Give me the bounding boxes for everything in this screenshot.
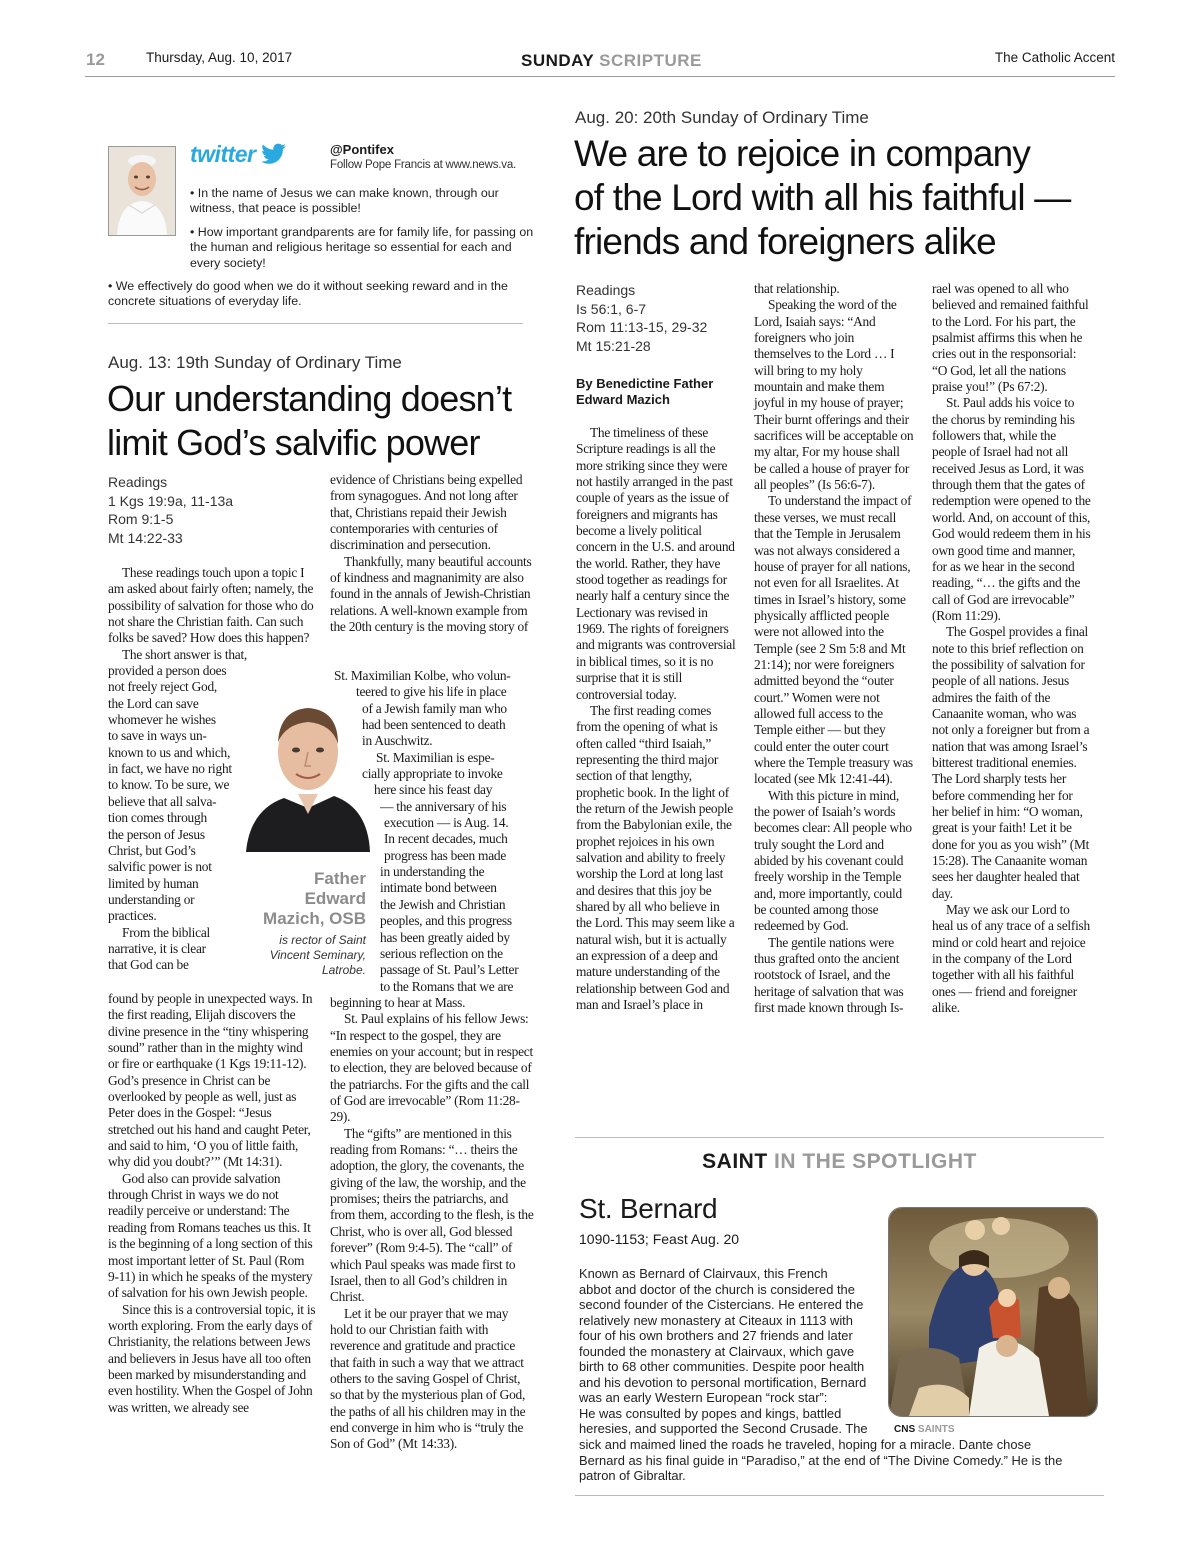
article1-readings (108, 473, 233, 547)
article2-column-3 (932, 281, 1092, 1016)
paragraph-line: narrative, it is clear (108, 940, 206, 956)
readings-label: Readings (108, 474, 168, 490)
paragraph: The gentile nations were thus grafted onto the ancient rootstock of Israel, and the heritage of salvation that was first made known through Is- (754, 934, 904, 1016)
saint-bio-bottom: sick and maimed lined the roads he traveled, hoping for a miracle. Dante chose Bernard as his final guide in “Paradiso,” at the end of “The Divine Comedy.” He is the patron of Gibraltar. (579, 1437, 1063, 1483)
paragraph-line: in fact, we have no right (108, 761, 232, 777)
author-role-line: Vincent Seminary, (269, 948, 366, 962)
pope-photo (108, 146, 176, 236)
paragraph-line: The short answer is that, (122, 646, 248, 662)
paragraph-line: tion comes through (108, 810, 207, 826)
saint-section-bold: SAINT (702, 1150, 768, 1173)
paragraph-line: St. Maximilian Kolbe, who volun- (334, 668, 511, 683)
paragraph: found by people in unexpected ways. In the first reading, Elijah discovers the divine presence in the “tiny whispering sound” rather than in the mighty wind or fire or earthquake (1 Kgs 19:11-12). God’s presence in Christ can be overlooked by people as well, just as Peter does in the Gospel: “Jesus stretched out his hand and caught Peter, and said to him, ‘O you of little faith, why did you doubt?’” (Mt 14:31). (108, 991, 313, 1170)
saint-bottom-rule (575, 1495, 1104, 1496)
paragraph-line: progress has been made (384, 847, 507, 863)
article1-column-2-wrap (334, 668, 539, 995)
paragraph: Speaking the word of the Lord, Isaiah says: “And foreigners who join themselves to the Lord … I will bring to my holy mountain and make them joyful in my house of prayer; Their burnt offerings and their sacrifices will be acceptable on my altar, For my house shall be called a house of prayer for all peoples” (Is 56:6-7). (754, 297, 914, 493)
reading: 1 Kgs 19:9a, 11-13a (108, 492, 234, 509)
paragraph-line: peoples, and this progress (380, 913, 512, 929)
saint-name: St. Bernard (579, 1193, 718, 1224)
reading: Is 56:1, 6-7 (576, 300, 647, 317)
page-number: 12 (86, 50, 105, 69)
paragraph-line: known to us and which, (108, 744, 231, 760)
twitter-bird-icon (261, 143, 287, 165)
author-name-line: Mazich, OSB (263, 909, 366, 928)
paragraph-line: understanding or (108, 891, 195, 907)
twitter-logo (190, 141, 287, 168)
paragraph: evidence of Christians being expelled from synagogues. And not long after that, Christians repaid their Jewish contemporaries with centuries of discrimination and persecution. (330, 472, 523, 553)
section-title-light: SCRIPTURE (599, 51, 702, 70)
article2-headline (574, 132, 1114, 264)
readings-label: Readings (576, 282, 636, 298)
bio-line: heresies, and supported the Second Crusade. The (579, 1421, 868, 1436)
saint-dates: 1090-1153; Feast Aug. 20 (579, 1231, 740, 1247)
paragraph-line: of a Jewish family man who (362, 700, 507, 716)
tweet-3: • We effectively do good when we do it without seeking reward and in the concrete situations of everyday life. (108, 279, 508, 309)
header-rule (85, 76, 1115, 77)
saint-painting-illustration (889, 1208, 1097, 1416)
article2-kicker: Aug. 20: 20th Sunday of Ordinary Time (575, 108, 869, 127)
publication-name: The Catholic Accent (994, 50, 1115, 65)
author-role-line: Latrobe. (321, 963, 366, 977)
reading: Mt 14:22-33 (108, 529, 183, 546)
paragraph-line: whomever he wishes (108, 712, 216, 728)
section-title (521, 51, 702, 71)
article2-headline-line-2: of the Lord with all his faithful — (574, 177, 1071, 218)
paragraph-line: provided a person does (108, 663, 227, 679)
author-name-line: Edward (304, 889, 366, 908)
paragraph-line: In recent decades, much (384, 831, 508, 847)
bio-line: four of his own brothers and 27 friends and later (579, 1328, 853, 1343)
paragraph: The first reading comes from the opening of what is often called “third Isaiah,” representing the third major section of that lengthy, prophetic book. In the light of the return of the Jewish people from the Babylonian exile, the prophet rejoices in his own salvation and ability to freely worship the Lord at long last and desires that this joy be shared by all who believe in the Lord. This may seem like a natural wish, but it is actually an expression of a deep and mature understanding of the relationship between God and man and Israel’s place in (576, 702, 735, 1013)
article2-headline-line-3: friends and foreigners alike (574, 221, 996, 262)
paragraph-line: the Lord can save (108, 695, 199, 711)
article2-byline (576, 376, 713, 408)
saint-bio-top (579, 1266, 879, 1437)
article2-headline-line-1: We are to rejoice in company (574, 133, 1031, 174)
article1-headline-line-2: limit God’s salvific power (107, 422, 480, 463)
paragraph: The “gifts” are mentioned in this reading from Romans: “… theirs the adoption, the glory, the covenants, the giving of the law, the worship, and the promises; theirs the patriarchs, and from them, according to the flesh, is the Christ, who is over all, God blessed forever” (Rom 9:4-5). The “call” of which Paul speaks was made first to Israel, then to all God’s children in Christ. (330, 1125, 534, 1305)
paragraph-line: the Jewish and Christian (380, 896, 506, 912)
paragraph-line: not freely reject God, (108, 679, 218, 695)
paragraph: The Gospel provides a final note to this brief reflection on the possibility of salvation for people of all nations. Jesus admires the faith of the Canaanite woman, who was not only a foreigner but from a nation that was among Israel’s bitterest traditional enemies. The Lord sharply tests her before commending her for her belief in him: “O woman, great is your faith! Let it be done for you as you wish” (Mt 15:28). The Canaanite woman sees her daughter healed that day. (932, 624, 1090, 901)
paragraph: These readings touch upon a topic I am asked about fairly often; namely, the possibility of salvation for those who do not share the Christian faith. Can such folks be saved? How does this happen? (108, 565, 314, 646)
author-name-line: Father (314, 869, 366, 888)
paragraph: St. Paul explains of his fellow Jews: “In respect to the gospel, they are enemies on your account; but in respect to election, they are beloved because of the patriarchs. For the gifts and the call of God are irrevocable” (Rom 11:28-29). (330, 1011, 533, 1125)
saint-section-title (575, 1150, 1104, 1174)
paragraph-line: St. Maximilian is espe- (376, 749, 495, 765)
paragraph: that relationship. (754, 281, 840, 296)
paragraph-line: in understanding the (380, 864, 485, 880)
paragraph-line: that God can be (108, 957, 189, 973)
bio-line: birth to 68 other communities. Despite poor health (579, 1359, 865, 1374)
paragraph-line: teered to give his life in place (356, 684, 507, 700)
saint-painting (888, 1207, 1098, 1417)
paragraph-line: Christ, but God’s (108, 842, 196, 858)
paragraph-line: to save in ways un- (108, 728, 207, 744)
paragraph-line: the person of Jesus (108, 826, 205, 842)
paragraph: Since this is a controversial topic, it is worth exploring. From the early days of Christianity, the relations between Jews and believers in Jesus have all too often been marked by misunderstanding and even hostility. When the Gospel of John was written, we already see (108, 1301, 316, 1415)
paragraph-line: salvific power is not (108, 859, 212, 875)
bio-line: abbot and doctor of the church is considered the (579, 1281, 855, 1297)
pope-portrait-illustration (109, 147, 175, 235)
bio-line: He was consulted by popes and kings, battled (579, 1405, 842, 1421)
bio-line: second founder of the Cistercians. He entered the (579, 1297, 864, 1312)
article1-column-2-bottom (330, 995, 534, 1453)
paragraph-line: to the Romans that we are (380, 978, 514, 994)
paragraph-line: — the anniversary of his (380, 798, 507, 814)
twitter-follow-note: Follow Pope Francis at www.news.va. (330, 159, 517, 171)
paragraph: Let it be our prayer that we may hold to our Christian faith with reverence and gratitude and practice that faith in such a way that we attract others to the saving Gospel of Christ, so that by the mysterious plan of God, the paths of all his children may in the end converge in him who is “truly the Son of God” (Mt 14:33). (330, 1305, 526, 1452)
paragraph-line: intimate bond between (380, 880, 497, 896)
article1-kicker: Aug. 13: 19th Sunday of Ordinary Time (108, 353, 402, 372)
bio-line: was an early Western European “rock star”: (579, 1390, 828, 1405)
paragraph: To understand the impact of these verses, we must recall that the Temple in Jerusalem was not always considered a house of prayer for all nations, not even for all Israelites. At times in Israel’s history, some physically afflicted people were not allowed into the Temple (see 2 Sm 5:8 and Mt 21:14); nor were foreigners admitted beyond the “outer court.” Women were not allowed full access to the Temple either — but they could enter the outer court where the Temple treasury was located (see Mk 12:41-44). (754, 493, 913, 787)
twitter-logo-text: twitter (190, 141, 256, 167)
reading: Mt 15:21-28 (576, 337, 651, 354)
paragraph-line: serious reflection on the (380, 945, 503, 961)
article2-column-1 (576, 425, 736, 1013)
article2-column-2 (754, 281, 914, 1016)
paragraph-line: in Auschwitz. (362, 733, 433, 749)
paragraph: The timeliness of these Scripture readings is all the more striking since they were not hastily arranged in the past couple of years as the issue of foreigners and migrants has become a lively political concern in the U.S. and around the world. Rather, they have stood together as readings for nearly half a century since the Lectionary was revised in 1969. The rights of foreigners and migrants was controversial in biblical times, so it is no surprise that it is still controversial today. (576, 425, 736, 702)
paragraph-line: here since his feast day (374, 782, 493, 798)
paragraph: May we ask our Lord to heal us of any trace of a selfish mind or cold heart and rejoice in the company of the Lord together with all his faithful ones — friend and foreigner alike. (932, 902, 1090, 1016)
photo-credit-bold: CNS (894, 1424, 916, 1435)
bio-line: relatively new monastery at Citeaux in 1113 with (579, 1312, 853, 1328)
reading: Rom 11:13-15, 29-32 (576, 319, 708, 335)
paragraph-line: passage of St. Paul’s Letter (380, 962, 519, 978)
article1-column-2-top (330, 472, 534, 635)
byline-line: By Benedictine Father (576, 376, 714, 391)
paragraph: God also can provide salvation through Christ in ways we do not readily perceive or understand: The reading from Romans teaches us this. It is the beginning of a long section of this most important letter of St. Paul (Rom 9-11) in which he speaks of the mystery of salvation for his own Jewish people. (108, 1170, 313, 1301)
bio-line: founded the monastery at Clairvaux, which gave (579, 1343, 855, 1359)
saint-section-light: IN THE SPOTLIGHT (774, 1150, 977, 1173)
article1-headline (107, 377, 547, 465)
saint-top-rule (575, 1137, 1104, 1138)
paragraph-line: practices. (108, 908, 157, 924)
paragraph-line: beginning to hear at Mass. (330, 995, 466, 1010)
paragraph-line: to know. To be sure, we (108, 777, 230, 793)
tweet-2: • How important grandparents are for family life, for passing on the human and religious heritage so essential for each and every society! (190, 225, 534, 270)
byline-line: Edward Mazich (576, 392, 670, 407)
paragraph: rael was opened to all who believed and remained faithful to the Lord. For his part, the psalmist affirms this when he cries out in the responsorial: “O God, let all the nations praise you!” (Ps 67:2). (932, 281, 1089, 395)
tweet-1: • In the name of Jesus we can make known, through our witness, that peace is possible! (190, 186, 499, 216)
paragraph: St. Paul adds his voice to the chorus by reminding his followers that, while the people of Israel had not all received Jesus as Lord, it was through them that the gates of redemption were opened to the world. And, on account of this, God would redeem them in his own good time and manner, for as we hear in the second reading, “… the gifts and the call of God are irrevocable” (Rom 11:29). (932, 395, 1091, 623)
paragraph-line: had been sentenced to death (362, 717, 506, 733)
bio-line: Known as Bernard of Clairvaux, this French (579, 1266, 828, 1281)
paragraph-line: From the biblical (122, 924, 210, 940)
paragraph-line: execution — is Aug. 14. (384, 815, 509, 831)
author-role-line: is rector of Saint (279, 933, 366, 947)
paragraph-line: believe that all salva- (108, 793, 217, 809)
article1-headline-line-1: Our understanding doesn’t (107, 378, 512, 419)
paragraph-line: cially appropriate to invoke (362, 766, 503, 782)
article2-readings (576, 281, 707, 355)
paragraph-line: has been greatly aided by (380, 929, 510, 945)
paragraph: Thankfully, many beautiful accounts of kindness and magnanimity are also found in the annals of Jewish-Christian relations. A well-known example from the 20th century is the moving story of (330, 553, 532, 635)
photo-credit-light: SAINTS (917, 1424, 955, 1435)
paragraph: With this picture in mind, the power of Isaiah’s words becomes clear: All people who truly sought the Lord and abided by his covenant could freely worship in the Temple and, more importantly, could be counted among those redeemed by God. (754, 787, 912, 934)
issue-date: Thursday, Aug. 10, 2017 (146, 50, 293, 65)
twitter-divider (108, 323, 523, 324)
twitter-handle: @Pontifex (330, 142, 394, 157)
paragraph-line: limited by human (108, 875, 199, 891)
photo-credit (894, 1424, 955, 1435)
reading: Rom 9:1-5 (108, 511, 174, 527)
article1-column-1-bottom (108, 991, 316, 1416)
bio-line: and his devotion to personal mortification, Bernard (579, 1374, 867, 1390)
section-title-bold: SUNDAY (521, 51, 594, 70)
